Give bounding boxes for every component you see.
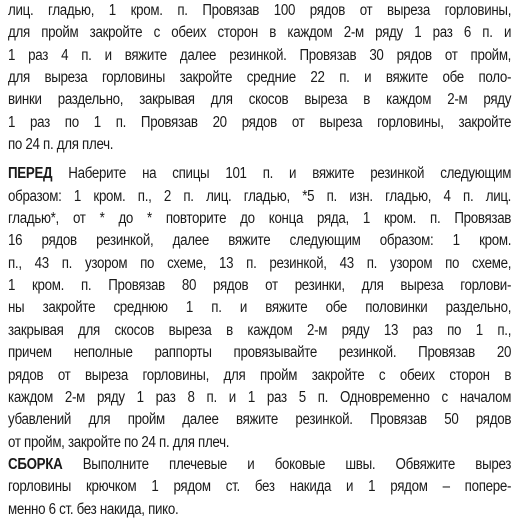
text-line: убавлений для пройм далее вяжите резинкой. Провязав 50 рядов	[8, 411, 512, 429]
text-line	[8, 454, 511, 476]
text-line: горловины крючком 1 рядом ст. без накида и 1 рядом – попере-	[8, 478, 512, 496]
text-line: лиц. гладью, 1 кром. п. Провязав 100 рядов от выреза горловины,	[8, 2, 512, 19]
text-line	[8, 163, 511, 185]
text-line: п., 43 п. узором по схеме, 13 п. резинкой, 43 п. узором по схеме,	[8, 254, 512, 272]
text-line: от пройм, закройте по 24 п. для плеч.	[8, 433, 230, 451]
text-line: 1 кром. п. Провязав 80 рядов от резинки, для выреза горлови-	[8, 277, 512, 295]
text-line-content: Выполните плечевые и боковые швы. Обвяжите вырез	[82, 455, 512, 473]
text-line-content: Наберите на спицы 101 п. и вяжите резинкой следующим	[68, 165, 512, 183]
paragraph-back-continued	[8, 0, 517, 156]
text-line: 16 рядов резинкой, далее вяжите следующим образом: 1 кром.	[8, 232, 512, 250]
text-line: для пройм закройте с обеих сторон в каждом 2-м ряду 1 раз 6 п. и	[8, 24, 512, 42]
text-line: для выреза горловины закройте средние 22 п. и вяжите обе поло-	[8, 69, 512, 87]
text-line: ны закройте среднюю 1 п. и вяжите обе половинки раздельно,	[8, 299, 512, 317]
text-line: каждом 2-м ряду 1 раз 8 п. и 1 раз 5 п. Одновременно с началом	[8, 388, 512, 406]
text-line: гладью*, от * до * повторите до конца ряда, 1 кром. п. Провязав	[8, 210, 512, 228]
section-heading-assembly: СБОРКА	[8, 455, 63, 473]
text-line: 1 раз по 1 п. Провязав 20 рядов от выреза горловины, закройте	[8, 113, 512, 131]
text-line: по 24 п. для плеч.	[8, 136, 114, 154]
paragraph-front	[8, 163, 517, 453]
text-line: причем неполные раппорты провязывайте резинкой. Провязав 20	[8, 344, 512, 362]
text-line: менно 6 ст. без накида, пико.	[8, 500, 179, 518]
text-line: закрывая для скосов выреза в каждом 2-м ряду 13 раз по 1 п.,	[8, 321, 512, 339]
section-heading-front: ПЕРЕД	[8, 165, 53, 183]
text-line: 1 раз 4 п. и вяжите далее резинкой. Провязав 30 рядов от пройм,	[8, 46, 512, 64]
text-line: образом: 1 кром. п., 2 п. лиц. гладью, *5 п. изн. гладью, 4 п. лиц.	[8, 187, 512, 205]
paragraph-assembly	[8, 454, 517, 521]
text-line: винки раздельно, закрывая для скосов выреза в каждом 2-м ряду	[8, 91, 512, 109]
text-line: рядов от выреза горловины, для пройм закройте с обеих сторон в	[8, 366, 512, 384]
